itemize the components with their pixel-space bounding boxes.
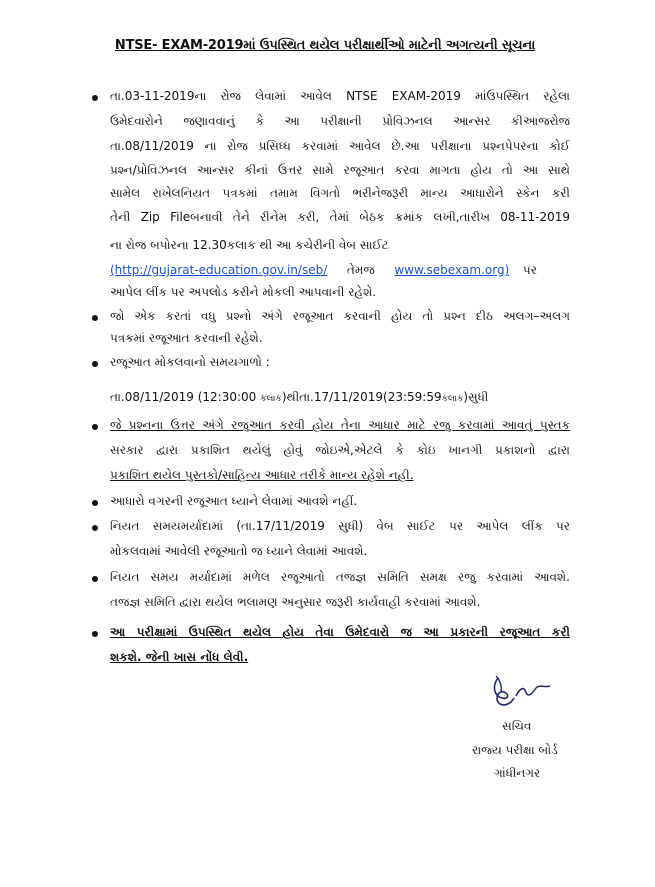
item8-line2: શકશે. જેની ખાસ નોંધ લેવી. (110, 650, 249, 664)
item1-line1: તા.03-11-2019ના રોજ લેવામાં આવેલ NTSE EXAM-2019 માંઉપસ્થિત રહેલા (110, 89, 570, 103)
item1-line5: સામેલ રાખેલનિયત પત્રકમાં તમામ વિગતો ભરીનેજરૂરી માન્ય આધારોને સ્કેન કરી (110, 186, 570, 200)
bullet-icon (92, 424, 98, 430)
gujarat-education-link[interactable]: (http://gujarat-education.gov.in/seb/ (110, 263, 328, 277)
item2-line2: પત્રકમાં રજૂઆત કરવાની રહેશે. (110, 331, 263, 345)
item4-line2: સરકાર દ્વારા પ્રકાશિત થયેલું હોવું જોઇએ,એટલે કે કોઇ ખાનગી પ્રકાશનો દ્વારા (110, 443, 570, 457)
period-from-close: )થી (281, 390, 300, 404)
signatory-office: રાજ્ય પરીક્ષા બોર્ડ (472, 743, 558, 757)
item1-line4: પ્રશ્ન/પ્રોવિઝનલ આન્સર કીનાં ઉત્તર સામે રજૂઆત કરવા માગતા હોય તો આ સાથે (110, 163, 570, 177)
bullet-icon (92, 315, 98, 321)
sebexam-link[interactable]: www.sebexam.org) (394, 263, 510, 277)
signature-mark (486, 672, 556, 710)
bullet-icon (92, 500, 98, 506)
page-title: NTSE- EXAM-2019માં ઉપસ્થિત થયેલ પરીક્ષાર્થીઓ માટેની અગત્યની સૂચના (114, 38, 536, 53)
bullet-icon (92, 576, 98, 582)
item1-line3: તા.08/11/2019 ના રોજ પ્રસિધ્ધ કરવામાં આવેલ છે.આ પરીક્ષાના પ્રશ્નપેપરના કોઈ (110, 139, 570, 153)
bullet-icon (92, 631, 98, 637)
bullet-icon (92, 361, 98, 367)
item3-line1: રજૂઆત મોકલવાનો સમયગાળો : (110, 355, 270, 369)
item6-line1: નિયત સમયમર્યાદામાં (તા.17/11/2019 સુધી) વેબ સાઈટ પર આપેલ લીંક પર (110, 519, 570, 533)
item1-line2: ઉમેદવારોને જણાવવાનું કે આ પરીક્ષાની પ્રોવિઝનલ આન્સર કીઆજરોજ (110, 114, 570, 128)
item1-line9: આપેલ લીંક પર અપલોડ કરીને મોકલી આપવાની રહેશે. (110, 285, 377, 299)
item1-line6: તેની Zip Fileબનાવી તેને રીનેમ કરી, તેમાં બેઠક ક્રમાંક લખી,તારીખ 08-11-2019 (110, 210, 570, 224)
item8-line1: આ પરીક્ષામાં ઉપસ્થિત થયેલ હોય તેવા ઉમેદવારો જ આ પ્રકારની રજૂઆત કરી (110, 625, 570, 639)
item1-links-line (110, 262, 570, 278)
item4-line3: પ્રકાશિત થયેલ પુસ્તકો/સાહિત્ય આધાર તરીકે માન્ય રહેશે નહી. (110, 468, 414, 482)
period-from-date: તા.08/11/2019 (110, 390, 194, 404)
period-to-close: )સુધી (463, 390, 489, 404)
bullet-icon (92, 525, 98, 531)
submission-period (110, 389, 488, 407)
item7-line2: તજજ્ઞ સમિતિ દ્વારા થયેલ ભલામણ અનુસાર જરૂરી કાર્યવાહી કરવામાં આવશે. (110, 595, 481, 609)
item5-line1: આધારો વગરની રજૂઆત ધ્યાને લેવામાં આવશે નહીં. (110, 494, 358, 508)
item1-line7: ના રોજ બપોરના 12.30કલાક થી આ કચેરીની વેબ સાઈટ (110, 238, 389, 252)
signatory-city: ગાંધીનગર (494, 766, 541, 780)
period-from-unit: કલાક (260, 394, 282, 404)
period-from-time: (12:30:00 (197, 390, 257, 404)
item2-line1: જો એક કરતાં વધુ પ્રશ્નો અંગે રજૂઆત કરવાની હોય તો પ્રશ્ન દીઠ અલગ–અલગ (110, 309, 570, 323)
signatory-designation: સચિવ (502, 719, 532, 733)
period-to-unit: કલાક (441, 394, 464, 404)
item4-line1: જે પ્રશ્નના ઉત્તર અંગે રજુઆત કરવી હોય તેના આધાર માટે રજુ કરવામાં આવતું પુસ્તક (110, 418, 570, 432)
item7-line1: નિયત સમય મર્યાદામાં મળેલ રજૂઆતો તજજ્ઞ સમિતિ સમક્ષ રજુ કરવામાં આવશે. (110, 570, 570, 584)
period-to-date: તા.17/11/2019(23:59:59 (299, 390, 442, 404)
item6-line2: મોકલવામાં આવેલી રજૂઆતો જ ધ્યાને લેવામાં આવશે. (110, 544, 368, 558)
links-end: પર (522, 263, 537, 277)
bullet-icon (92, 95, 98, 101)
links-joiner: તેમજ (346, 263, 375, 277)
